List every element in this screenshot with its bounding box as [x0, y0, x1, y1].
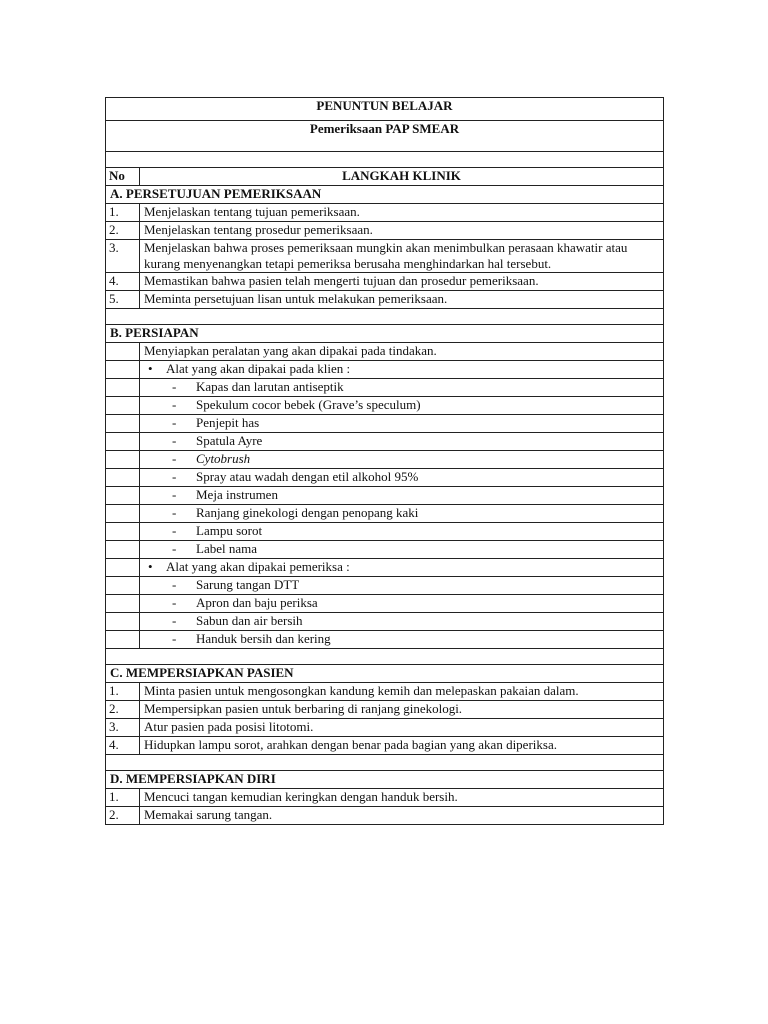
item-number: 1.	[106, 683, 140, 701]
list-item	[140, 433, 664, 451]
item-number: 1.	[106, 204, 140, 222]
header-step: LANGKAH KLINIK	[140, 168, 664, 186]
item-number	[106, 613, 140, 631]
equipment-item: Meja instrumen	[196, 487, 278, 502]
equipment-item: Handuk bersih dan kering	[196, 631, 331, 646]
item-number	[106, 487, 140, 505]
item-number	[106, 523, 140, 541]
equipment-item: Label nama	[196, 541, 257, 556]
item-number	[106, 361, 140, 379]
list-item	[140, 595, 664, 613]
header-no: No	[106, 168, 140, 186]
list-item	[140, 451, 664, 469]
item-number: 4.	[106, 737, 140, 755]
item-number: 2.	[106, 222, 140, 240]
item-number	[106, 505, 140, 523]
item-number	[106, 469, 140, 487]
step-text: Atur pasien pada posisi litotomi.	[140, 719, 664, 737]
step-text: Mempersipkan pasien untuk berbaring di ranjang ginekologi.	[140, 701, 664, 719]
list-item	[140, 523, 664, 541]
item-number	[106, 379, 140, 397]
equipment-group-client	[140, 361, 664, 379]
dash-marker: -	[172, 595, 177, 610]
dash-marker: -	[172, 397, 177, 412]
item-number	[106, 433, 140, 451]
item-number	[106, 451, 140, 469]
equipment-item: Spray atau wadah dengan etil alkohol 95%	[196, 469, 419, 484]
step-text: Hidupkan lampu sorot, arahkan dengan benar pada bagian yang akan diperiksa.	[140, 737, 664, 755]
bullet-icon: •	[148, 361, 153, 376]
dash-marker: -	[172, 541, 177, 556]
list-item	[140, 487, 664, 505]
dash-marker: -	[172, 505, 177, 520]
list-item	[140, 613, 664, 631]
item-number	[106, 559, 140, 577]
item-number: 1.	[106, 789, 140, 807]
list-item	[140, 469, 664, 487]
dash-marker: -	[172, 523, 177, 538]
item-number: 3.	[106, 240, 140, 273]
dash-marker: -	[172, 487, 177, 502]
bullet-icon: •	[148, 559, 153, 574]
step-text: Memastikan bahwa pasien telah mengerti tujuan dan prosedur pemeriksaan.	[140, 273, 664, 291]
list-item	[140, 397, 664, 415]
dash-marker: -	[172, 379, 177, 394]
list-item	[140, 415, 664, 433]
study-guide-table	[105, 97, 664, 825]
list-item	[140, 541, 664, 559]
equipment-item: Spekulum cocor bebek (Grave’s speculum)	[196, 397, 421, 412]
item-number: 5.	[106, 291, 140, 309]
step-text: Mencuci tangan kemudian keringkan dengan handuk bersih.	[140, 789, 664, 807]
list-item	[140, 379, 664, 397]
step-text: Menyiapkan peralatan yang akan dipakai pada tindakan.	[140, 343, 664, 361]
item-number: 3.	[106, 719, 140, 737]
equipment-item: Penjepit has	[196, 415, 260, 430]
dash-marker: -	[172, 613, 177, 628]
step-text: Minta pasien untuk mengosongkan kandung kemih dan melepaskan pakaian dalam.	[140, 683, 664, 701]
item-number	[106, 415, 140, 433]
item-number	[106, 343, 140, 361]
equipment-item: Sarung tangan DTT	[196, 577, 300, 592]
step-text: Menjelaskan tentang tujuan pemeriksaan.	[140, 204, 664, 222]
list-item	[140, 577, 664, 595]
dash-marker: -	[172, 631, 177, 646]
item-number	[106, 631, 140, 649]
equipment-item: Lampu sorot	[196, 523, 263, 538]
section-d-title: D. MEMPERSIAPKAN DIRI	[106, 771, 664, 789]
dash-marker: -	[172, 577, 177, 592]
equipment-item: Cytobrush	[196, 451, 251, 466]
blank-row	[106, 152, 664, 168]
item-number	[106, 541, 140, 559]
step-text: Memakai sarung tangan.	[140, 807, 664, 825]
dash-marker: -	[172, 433, 177, 448]
document-subtitle: Pemeriksaan PAP SMEAR	[106, 121, 664, 152]
section-a-title: A. PERSETUJUAN PEMERIKSAAN	[106, 186, 664, 204]
list-item	[140, 505, 664, 523]
equipment-item: Kapas dan larutan antiseptik	[196, 379, 344, 394]
item-number	[106, 577, 140, 595]
item-number: 4.	[106, 273, 140, 291]
step-text: Meminta persetujuan lisan untuk melakukan pemeriksaan.	[140, 291, 664, 309]
step-text: Menjelaskan tentang prosedur pemeriksaan.	[140, 222, 664, 240]
list-item	[140, 631, 664, 649]
step-text: Menjelaskan bahwa proses pemeriksaan mungkin akan menimbulkan perasaan khawatir atau kurang menyenangkan tetapi pemeriksa berusaha menghindarkan hal tersebut.	[140, 240, 664, 273]
section-c-title: C. MEMPERSIAPKAN PASIEN	[106, 665, 664, 683]
document-title: PENUNTUN BELAJAR	[106, 98, 664, 121]
group-label: Alat yang akan dipakai pada klien :	[166, 361, 351, 376]
blank-row	[106, 649, 664, 665]
equipment-item: Ranjang ginekologi dengan penopang kaki	[196, 505, 419, 520]
item-number: 2.	[106, 701, 140, 719]
item-number	[106, 595, 140, 613]
equipment-group-examiner	[140, 559, 664, 577]
dash-marker: -	[172, 451, 177, 466]
blank-row	[106, 309, 664, 325]
dash-marker: -	[172, 469, 177, 484]
equipment-item: Spatula Ayre	[196, 433, 263, 448]
equipment-item: Sabun dan air bersih	[196, 613, 303, 628]
group-label: Alat yang akan dipakai pemeriksa :	[166, 559, 350, 574]
section-b-title: B. PERSIAPAN	[106, 325, 664, 343]
equipment-item: Apron dan baju periksa	[196, 595, 318, 610]
item-number: 2.	[106, 807, 140, 825]
dash-marker: -	[172, 415, 177, 430]
blank-row	[106, 755, 664, 771]
item-number	[106, 397, 140, 415]
